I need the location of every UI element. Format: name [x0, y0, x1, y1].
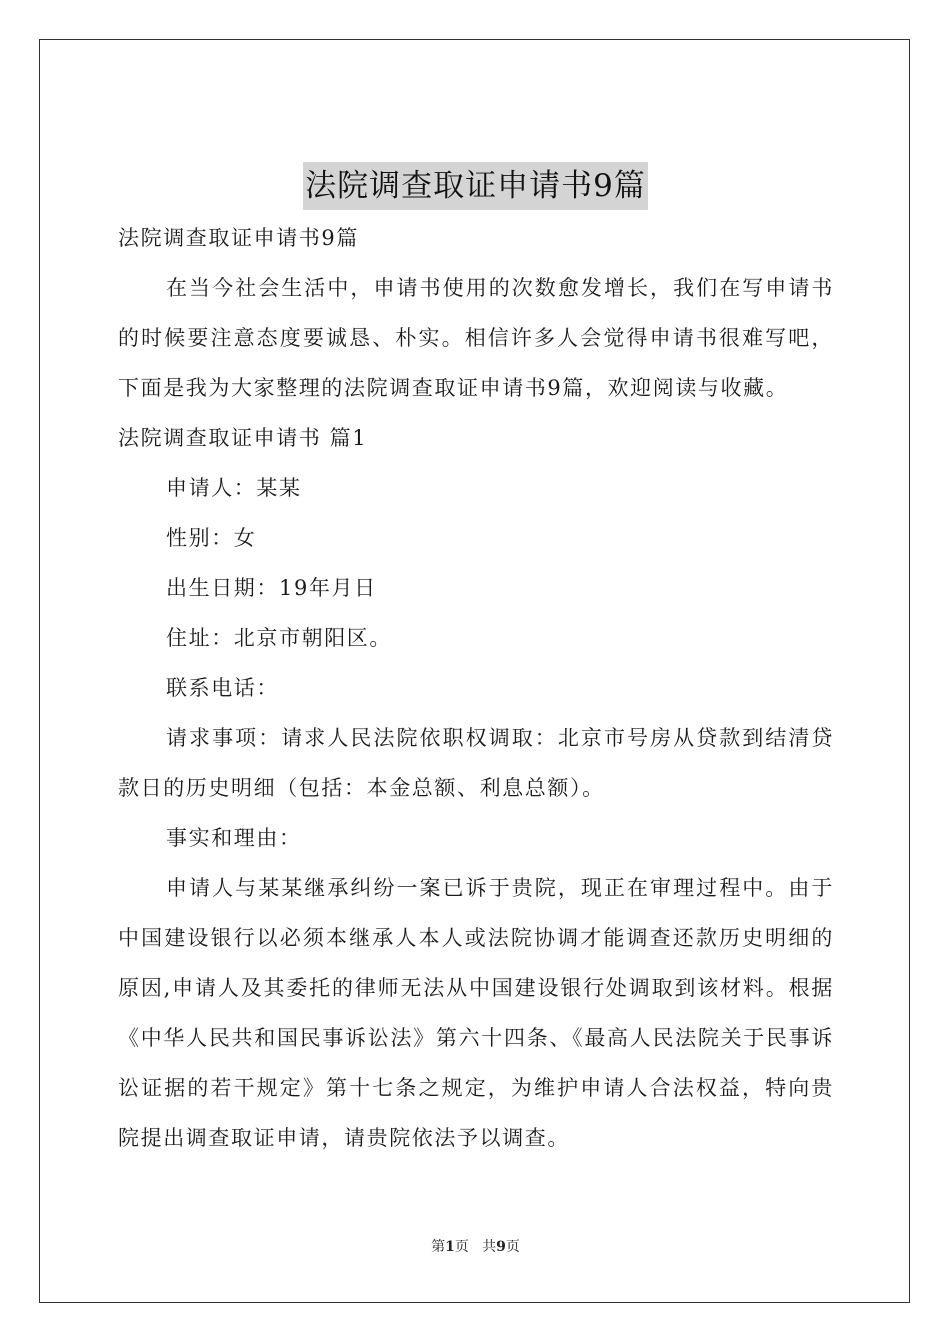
page-footer: [40, 1236, 911, 1256]
paragraph-facts-heading: 事实和理由：: [166, 826, 302, 850]
paragraph-phone: 联系电话：: [166, 676, 279, 700]
paragraph-gender: 性别：女: [166, 526, 257, 550]
footer-page-total: 9: [496, 1239, 506, 1255]
paragraph-applicant: 申请人：某某: [166, 476, 302, 500]
document-body: [118, 213, 834, 1163]
paragraph-facts: 申请人与某某继承纠纷一案已诉于贵院，现正在审理过程中。由于中国建设银行以必须本继承人本人或法院协调才能调查还款历史明细的原因,申请人及其委托的律师无法从中国建设银行处调取到该材料。根据《中华人民共和国民事诉讼法》第六十四条、《最高人民法院关于民事诉讼证据的若干规定》第十七条之规定，为维护申请人合法权益，特向贵院提出调查取证申请，请贵院依法予以调查。: [118, 876, 834, 1150]
paragraph-subtitle: 法院调查取证申请书9篇: [118, 226, 359, 250]
document-title: 法院调查取证申请书9篇: [303, 162, 648, 210]
section-heading: 法院调查取证申请书 篇1: [118, 426, 368, 450]
footer-page-current: 1: [445, 1239, 455, 1255]
footer-total-prefix: 共: [482, 1239, 497, 1255]
paragraph-intro: 在当今社会生活中，申请书使用的次数愈发增长，我们在写申请书的时候要注意态度要诚恳、朴实。相信许多人会觉得申请书很难写吧，下面是我为大家整理的法院调查取证申请书9篇，欢迎阅读与收藏。: [118, 276, 834, 400]
footer-page-prefix: 第: [431, 1239, 446, 1255]
paragraph-address: 住址：北京市朝阳区。: [166, 626, 392, 650]
document-page: [39, 39, 910, 1303]
footer-total-suffix: 页: [505, 1239, 520, 1255]
footer-page-suffix: 页: [454, 1239, 469, 1255]
paragraph-request: 请求事项：请求人民法院依职权调取：北京市号房从贷款到结清贷款日的历史明细（包括：本金总额、利息总额）。: [118, 726, 834, 800]
title-wrapper: [40, 162, 911, 210]
paragraph-birthdate: 出生日期：19年月日: [166, 576, 377, 600]
